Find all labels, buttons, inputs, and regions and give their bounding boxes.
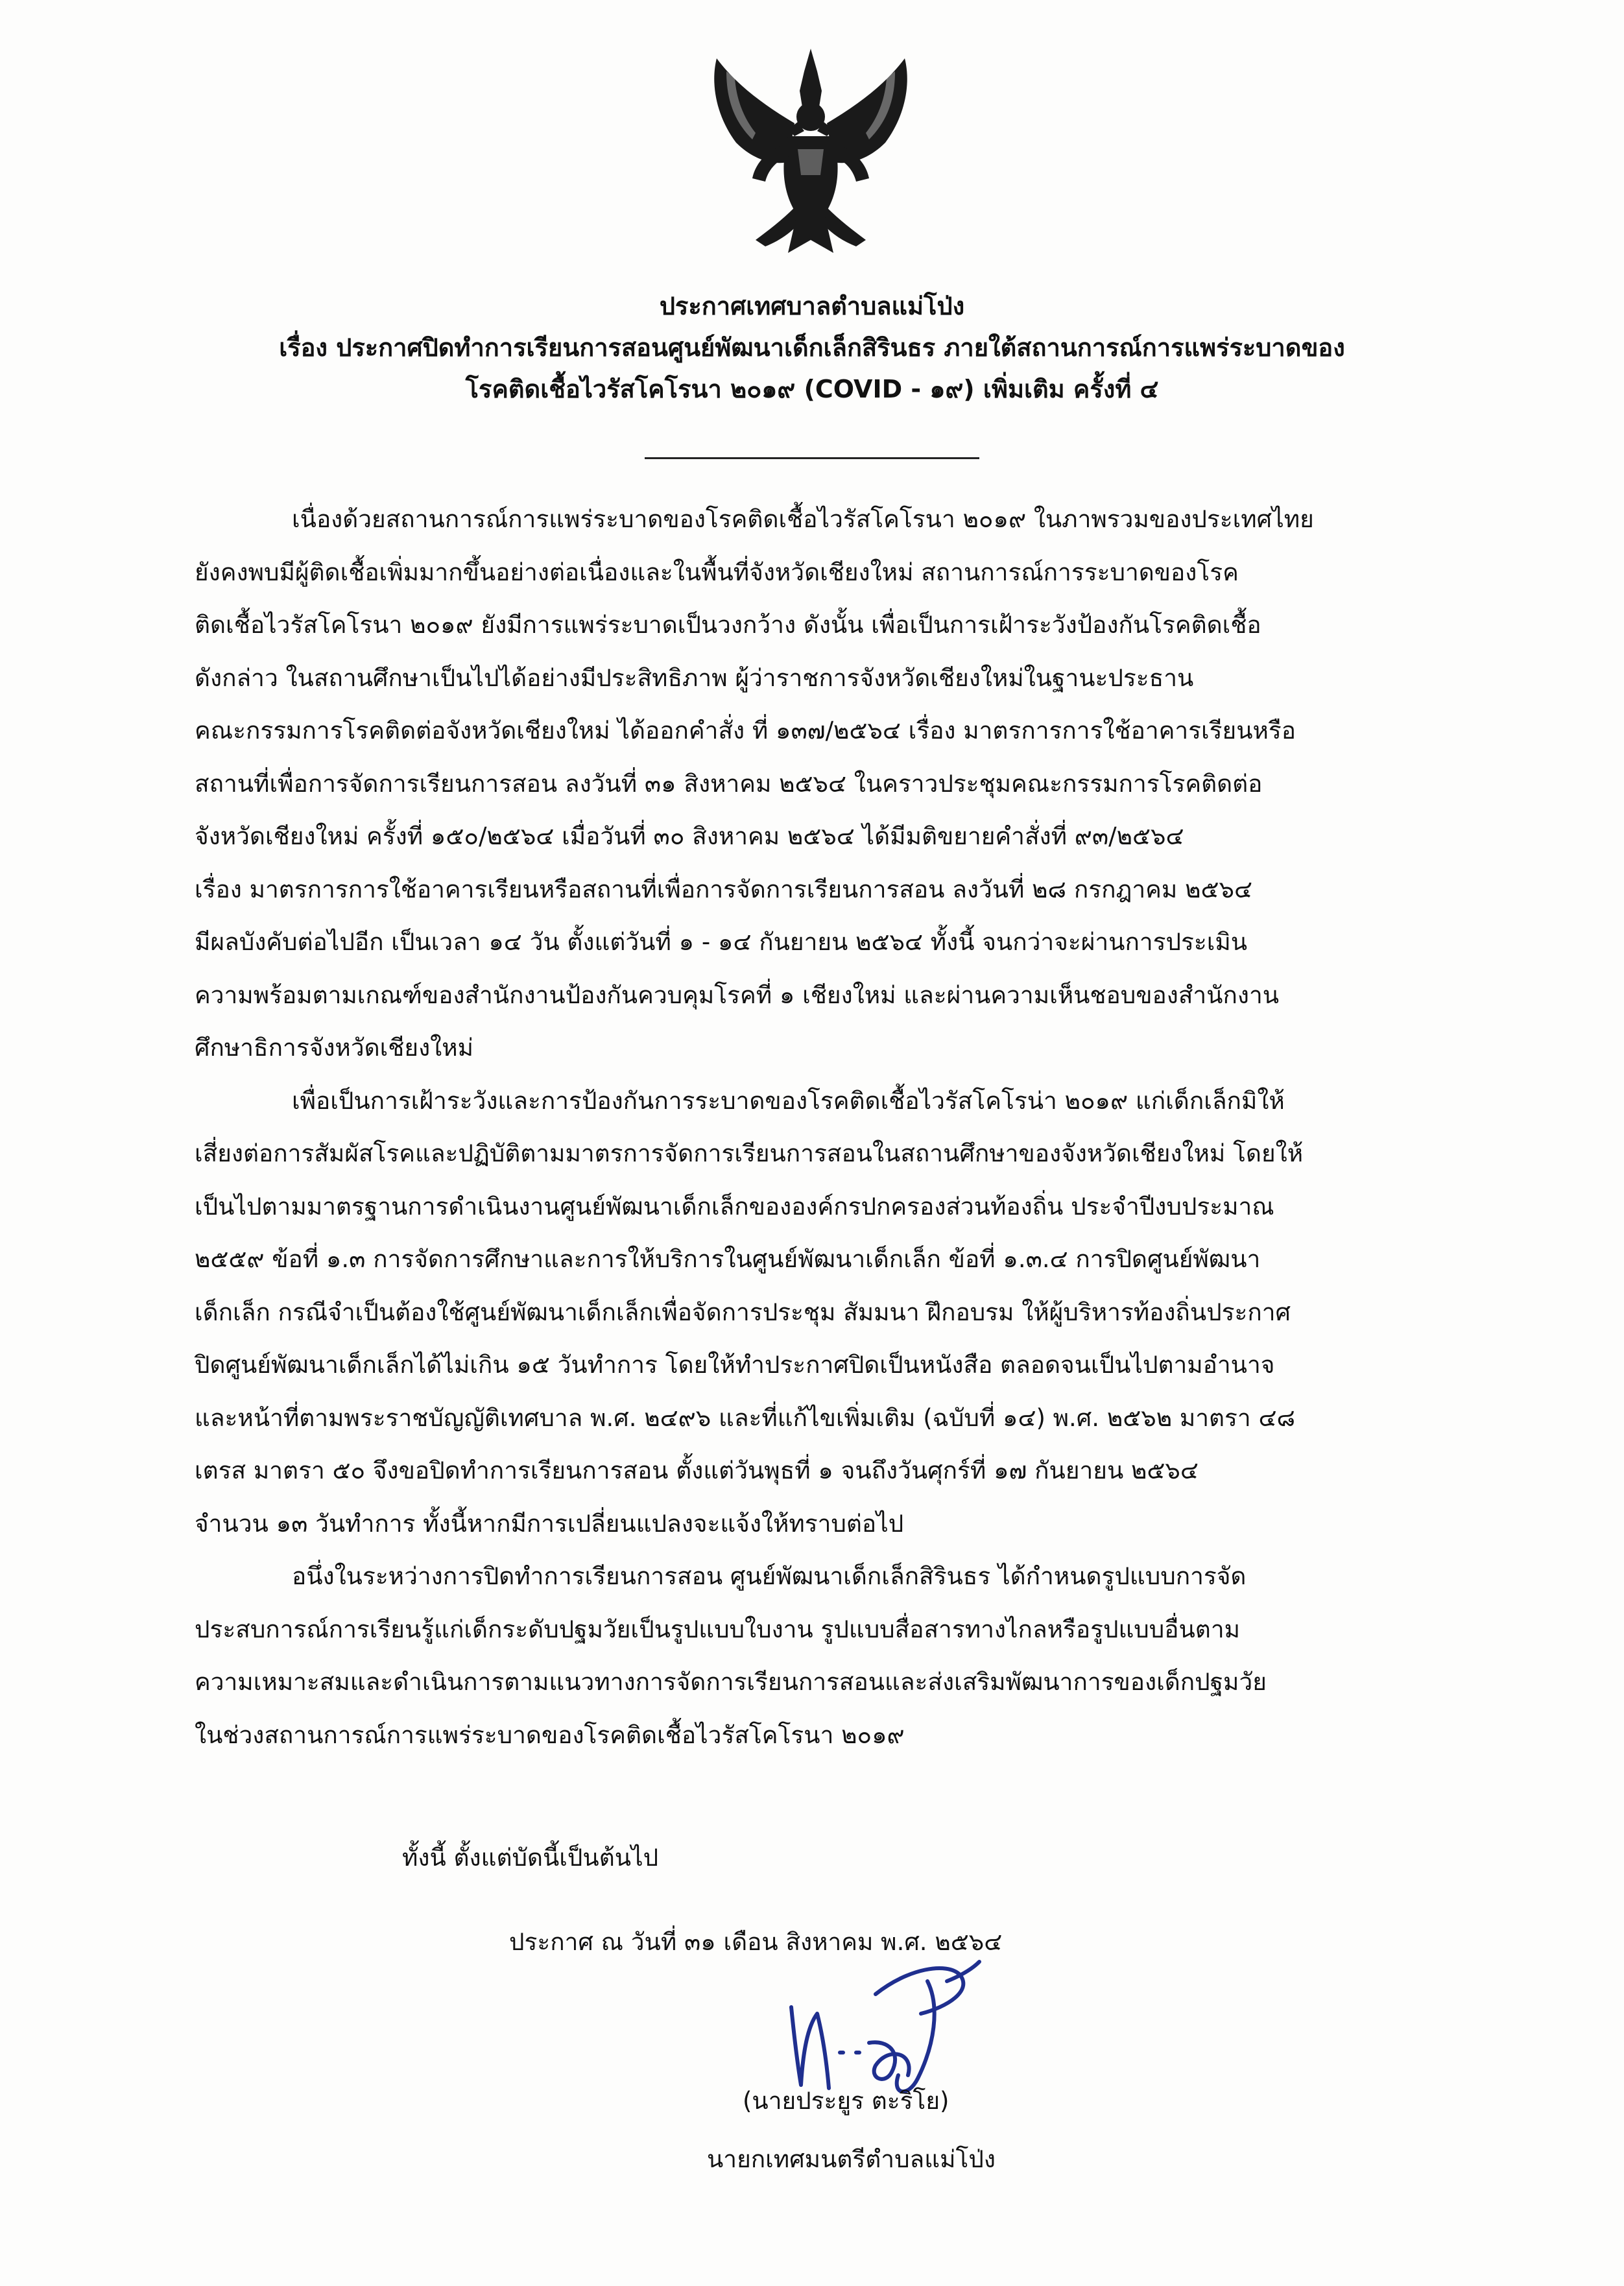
body-line: สถานที่เพื่อการจัดการเรียนการสอน ลงวันที่ ๓๑ สิงหาคม ๒๕๖๔ ในคราวประชุมคณะกรรมการโรคติดต่อ xyxy=(195,769,1263,798)
body-line: เพื่อเป็นการเฝ้าระวังและการป้องกันการระบาดของโรคติดเชื้อไวรัสโคโรน่า ๒๐๑๙ แก่เด็กเล็กมิให้ xyxy=(292,1086,1285,1115)
body-line: ประสบการณ์การเรียนรู้แก่เด็กระดับปฐมวัยเป็นรูปแบบใบงาน รูปแบบสื่อสารทางไกลหรือรูปแบบอื่นตาม xyxy=(195,1615,1240,1643)
signer-name: (นายประยูร ตะริโย) xyxy=(743,2087,949,2115)
body-line: เด็กเล็ก กรณีจำเป็นต้องใช้ศูนย์พัฒนาเด็กเล็กเพื่อจัดการประชุม สัมมนา ฝึกอบรม ให้ผู้บริหารท้องถิ่นประกาศ xyxy=(195,1298,1291,1326)
body-line: อนึ่งในระหว่างการปิดทำการเรียนการสอน ศูนย์พัฒนาเด็กเล็กสิรินธร ได้กำหนดรูปแบบการจัด xyxy=(292,1562,1247,1590)
title-divider xyxy=(645,457,979,459)
body-line: คณะกรรมการโรคติดต่อจังหวัดเชียงใหม่ ได้ออกคำสั่ง ที่ ๑๓๗/๒๕๖๔ เรื่อง มาตรการการใช้อาคารเรียนหรือ xyxy=(195,717,1296,744)
body-line: จังหวัดเชียงใหม่ ครั้งที่ ๑๕๐/๒๕๖๔ เมื่อวันที่ ๓๐ สิงหาคม ๒๕๖๔ ได้มีมติขยายคำสั่งที่ ๙๓/๒๕๖๔ xyxy=(195,822,1184,850)
body-line: ในช่วงสถานการณ์การแพร่ระบาดของโรคติดเชื้อไวรัสโคโรนา ๒๐๑๙ xyxy=(195,1720,905,1749)
signer-position: นายกเทศมนตรีตำบลแม่โป่ง xyxy=(707,2145,996,2173)
body-line: เสี่ยงต่อการสัมผัสโรคและปฏิบัติตามมาตรการจัดการเรียนการสอนในสถานศึกษาของจังหวัดเชียงใหม่ โดยให้ xyxy=(195,1139,1304,1167)
body-line: ๒๕๕๙ ข้อที่ ๑.๓ การจัดการศึกษาและการให้บริการในศูนย์พัฒนาเด็กเล็ก ข้อที่ ๑.๓.๔ การปิดศูนย์พัฒนา xyxy=(195,1245,1261,1273)
title-line-2: เรื่อง ประกาศปิดทำการเรียนการสอนศูนย์พัฒนาเด็กเล็กสิรินธร ภายใต้สถานการณ์การแพร่ระบาดของ xyxy=(279,333,1345,362)
announcement-title xyxy=(130,285,1494,410)
body-line: ติดเชื้อไวรัสโคโรนา ๒๐๑๙ ยังมีการแพร่ระบาดเป็นวงกว้าง ดังนั้น เพื่อเป็นการเฝ้าระวังป้องกันโรคติดเชื้อ xyxy=(195,611,1261,639)
body-line: จำนวน ๑๓ วันทำการ ทั้งนี้หากมีการเปลี่ยนแปลงจะแจ้งให้ทราบต่อไป xyxy=(195,1509,904,1538)
body-line: ปิดศูนย์พัฒนาเด็กเล็กได้ไม่เกิน ๑๕ วันทำการ โดยให้ทำประกาศปิดเป็นหนังสือ ตลอดจนเป็นไปตามอำนาจ xyxy=(195,1351,1275,1379)
body-line: เตรส มาตรา ๕๐ จึงขอปิดทำการเรียนการสอน ตั้งแต่วันพุธที่ ๑ จนถึงวันศุกร์ที่ ๑๗ กันยายน ๒๕๖๔ xyxy=(195,1457,1199,1484)
body-line: และหน้าที่ตามพระราชบัญญัติเทศบาล พ.ศ. ๒๔๙๖ และที่แก้ไขเพิ่มเติม (ฉบับที่ ๑๔) พ.ศ. ๒๕๖๒ มาตรา ๔๘ xyxy=(195,1403,1295,1432)
announcement-body xyxy=(195,493,1427,1761)
effective-statement: ทั้งนี้ ตั้งแต่บัดนี้เป็นต้นไป xyxy=(402,1844,659,1872)
body-line: มีผลบังคับต่อไปอีก เป็นเวลา ๑๔ วัน ตั้งแต่วันที่ ๑ - ๑๔ กันยายน ๒๕๖๔ ทั้งนี้ จนกว่าจะผ่านการประเมิน xyxy=(195,928,1248,956)
body-line: ความเหมาะสมและดำเนินการตามแนวทางการจัดการเรียนการสอนและส่งเสริมพัฒนาการของเด็กปฐมวัย xyxy=(195,1668,1267,1696)
body-line: ศึกษาธิการจังหวัดเชียงใหม่ xyxy=(195,1034,473,1062)
title-line-3: โรคติดเชื้อไวรัสโคโรนา ๒๐๑๙ (COVID - ๑๙) เพิ่มเติม ครั้งที่ ๔ xyxy=(465,375,1159,403)
body-line: เนื่องด้วยสถานการณ์การแพร่ระบาดของโรคติดเชื้อไวรัสโคโรนา ๒๐๑๙ ในภาพรวมของประเทศไทย xyxy=(292,505,1314,533)
body-line: ความพร้อมตามเกณฑ์ของสำนักงานป้องกันควบคุมโรคที่ ๑ เชียงใหม่ และผ่านความเห็นชอบของสำนักงาน xyxy=(195,981,1280,1009)
title-line-1: ประกาศเทศบาลตำบลแม่โป่ง xyxy=(659,292,965,320)
announcement-date: ประกาศ ณ วันที่ ๓๑ เดือน สิงหาคม พ.ศ. ๒๕๖๔ xyxy=(509,1928,1003,1956)
body-line: ดังกล่าว ในสถานศึกษาเป็นไปได้อย่างมีประสิทธิภาพ ผู้ว่าราชการจังหวัดเชียงใหม่ในฐานะประธาน xyxy=(195,663,1194,692)
garuda-emblem-icon xyxy=(691,45,931,259)
body-line: ยังคงพบมีผู้ติดเชื้อเพิ่มมากขึ้นอย่างต่อเนื่องและในพื้นที่จังหวัดเชียงใหม่ สถานการณ์การระบาดของโรค xyxy=(195,558,1239,586)
body-line: เป็นไปตามมาตรฐานการดำเนินงานศูนย์พัฒนาเด็กเล็กขององค์กรปกครองส่วนท้องถิ่น ประจำปีงบประมาณ xyxy=(195,1192,1274,1220)
body-line: เรื่อง มาตรการการใช้อาคารเรียนหรือสถานที่เพื่อการจัดการเรียนการสอน ลงวันที่ ๒๘ กรกฎาคม ๒๕๖๔ xyxy=(195,875,1252,903)
